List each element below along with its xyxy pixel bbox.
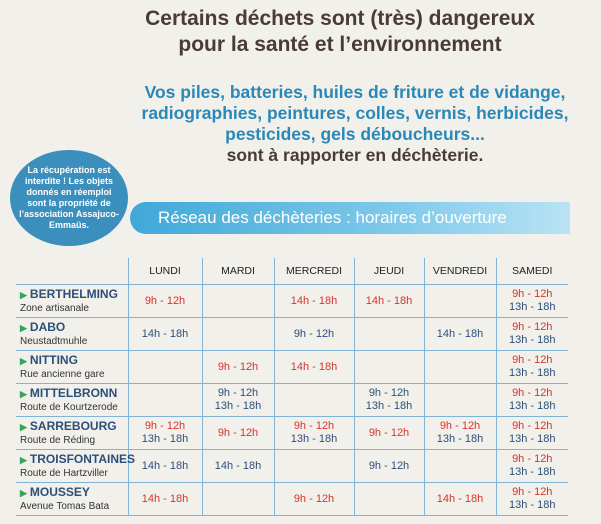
table-header-row [16, 258, 568, 285]
site-cell [16, 483, 128, 516]
hours-cell [354, 384, 424, 417]
opening-hours: 9h - 12h [512, 288, 553, 300]
opening-hours: 9h - 12h [217, 387, 259, 399]
opening-hours: 14h - 18h [436, 492, 484, 505]
hours-cell [128, 417, 202, 450]
opening-hours: 9h - 12h [368, 387, 410, 399]
site-name [20, 353, 128, 368]
opening-hours: 13h - 18h [509, 367, 556, 379]
day-header: SAMEDI [496, 258, 568, 285]
site-name-text: NITTING [29, 353, 78, 367]
site-name-text: SARREBOURG [29, 419, 117, 433]
table-row [16, 285, 568, 318]
hours-cell [496, 483, 568, 516]
opening-hours: 13h - 18h [509, 334, 556, 346]
hours-cell [496, 384, 568, 417]
opening-hours: 9h - 12h [144, 294, 186, 307]
hours-cell [496, 285, 568, 318]
arrow-icon: ▶ [20, 389, 27, 399]
hours-cell [202, 351, 274, 384]
hours-cell [354, 450, 424, 483]
arrow-icon: ▶ [20, 356, 27, 366]
hours-cell [424, 318, 496, 351]
opening-hours: 14h - 18h [141, 327, 189, 340]
site-address: Zone artisanale [20, 303, 89, 314]
hours-cell [202, 285, 274, 318]
opening-hours: 9h - 12h [293, 492, 335, 505]
hours-cell [354, 285, 424, 318]
hours-cell [274, 285, 354, 318]
site-address: Neustadtmuhle [20, 336, 88, 347]
arrow-icon: ▶ [20, 290, 27, 300]
hours-cell [354, 351, 424, 384]
recovery-note-text: La récupération est interdite ! Les objets donnés en réemploi sont la propriété de l’association Assajuco-Emmaüs. [19, 165, 119, 230]
opening-hours: 9h - 12h [293, 327, 335, 340]
hours-cell [424, 285, 496, 318]
opening-hours: 9h - 12h [368, 459, 410, 472]
opening-hours: 9h - 12h [512, 453, 553, 465]
hours-cell [354, 318, 424, 351]
hours-cell [274, 483, 354, 516]
hours-cell [424, 351, 496, 384]
hours-cell [496, 318, 568, 351]
opening-hours: 13h - 18h [290, 433, 338, 445]
table-row [16, 450, 568, 483]
title-line-1: Certains déchets sont (très) dangereux [145, 7, 535, 30]
opening-hours: 14h - 18h [214, 459, 262, 472]
opening-hours: 13h - 18h [436, 433, 484, 445]
hours-cell [424, 483, 496, 516]
opening-hours: 14h - 18h [290, 360, 338, 373]
opening-hours: 9h - 12h [144, 420, 186, 432]
hours-cell [354, 483, 424, 516]
recovery-note-bubble [10, 150, 128, 246]
site-name-text: MOUSSEY [29, 485, 90, 499]
table-row [16, 318, 568, 351]
site-address: Route de Hartzviller [20, 468, 108, 479]
opening-hours: 9h - 12h [217, 426, 259, 439]
table-row [16, 351, 568, 384]
page-title [80, 6, 600, 58]
arrow-icon: ▶ [20, 422, 27, 432]
site-address: Route de Réding [20, 435, 96, 446]
opening-hours: 13h - 18h [509, 301, 556, 313]
hours-cell [202, 483, 274, 516]
table-row [16, 384, 568, 417]
opening-hours: 14h - 18h [365, 294, 413, 307]
opening-hours: 9h - 12h [368, 426, 410, 439]
hours-cell [202, 417, 274, 450]
day-header: LUNDI [128, 258, 202, 285]
hours-cell [496, 417, 568, 450]
opening-hours: 9h - 12h [512, 486, 553, 498]
opening-hours: 13h - 18h [214, 400, 262, 412]
hours-cell [424, 417, 496, 450]
subtitle-line-1: Vos piles, batteries, huiles de friture et de vidange, [144, 82, 566, 102]
site-name-text: TROISFONTAINES [29, 452, 136, 466]
hours-cell [128, 285, 202, 318]
hours-cell [274, 318, 354, 351]
site-name [20, 485, 128, 500]
site-name [20, 452, 136, 467]
site-name-text: BERTHELMING [29, 287, 118, 301]
site-cell [16, 417, 128, 450]
opening-hours: 9h - 12h [512, 420, 553, 432]
opening-hours: 14h - 18h [290, 294, 338, 307]
subtitle-line-3: pesticides, gels déboucheurs... [225, 124, 485, 144]
hours-cell [354, 417, 424, 450]
title-line-2: pour la santé et l’environnement [178, 33, 502, 56]
arrow-icon: ▶ [20, 323, 27, 333]
opening-hours: 13h - 18h [509, 400, 556, 412]
opening-hours: 13h - 18h [509, 499, 556, 511]
hours-cell [496, 351, 568, 384]
site-name [20, 287, 128, 302]
site-cell [16, 318, 128, 351]
opening-hours: 9h - 12h [512, 387, 553, 399]
day-header: MERCREDI [274, 258, 354, 285]
hours-cell [128, 318, 202, 351]
site-cell [16, 384, 128, 417]
hours-cell [274, 351, 354, 384]
opening-hours: 14h - 18h [141, 492, 189, 505]
opening-hours: 13h - 18h [509, 466, 556, 478]
day-header: MARDI [202, 258, 274, 285]
site-address: Route de Kourtzerode [20, 402, 118, 413]
opening-hours: 9h - 12h [512, 354, 553, 366]
opening-hours: 9h - 12h [439, 420, 481, 432]
opening-hours: 13h - 18h [509, 433, 556, 445]
hours-cell [274, 384, 354, 417]
schedule-banner: Réseau des déchèteries : horaires d’ouverture [130, 202, 570, 234]
site-cell [16, 450, 136, 483]
hours-cell [128, 483, 202, 516]
hours-cell [424, 450, 496, 483]
opening-hours-table [16, 258, 568, 516]
table-row [16, 417, 568, 450]
site-cell [16, 351, 128, 384]
site-name-text: MITTELBRONN [29, 386, 118, 400]
hours-cell [202, 318, 274, 351]
day-header: VENDREDI [424, 258, 496, 285]
opening-hours: 13h - 18h [365, 400, 413, 412]
hours-cell [128, 351, 202, 384]
opening-hours: 9h - 12h [293, 420, 335, 432]
opening-hours: 14h - 18h [436, 327, 484, 340]
opening-hours: 9h - 12h [512, 321, 553, 333]
day-header: JEUDI [354, 258, 424, 285]
hours-cell [128, 450, 202, 483]
hours-cell [202, 384, 274, 417]
site-name-text: DABO [29, 320, 66, 334]
hours-cell [274, 417, 354, 450]
site-cell [16, 285, 128, 318]
site-address: Rue ancienne gare [20, 369, 105, 380]
page-subtitle [110, 82, 600, 166]
hours-cell [202, 450, 274, 483]
opening-hours: 9h - 12h [217, 360, 259, 373]
arrow-icon: ▶ [20, 455, 27, 465]
subtitle-line-2: radiographies, peintures, colles, vernis, herbicides, [141, 103, 569, 123]
site-name [20, 386, 128, 401]
site-name [20, 320, 128, 335]
subtitle-line-4: sont à rapporter en déchèterie. [226, 145, 484, 165]
hours-cell [274, 450, 354, 483]
opening-hours: 13h - 18h [141, 433, 189, 445]
hours-cell [128, 384, 202, 417]
opening-hours: 14h - 18h [141, 459, 189, 472]
hours-cell [424, 384, 496, 417]
table-row [16, 483, 568, 516]
site-address: Avenue Tomas Bata [20, 501, 110, 512]
arrow-icon: ▶ [20, 488, 27, 498]
hours-cell [496, 450, 568, 483]
corner-cell [16, 258, 128, 285]
site-name [20, 419, 128, 434]
